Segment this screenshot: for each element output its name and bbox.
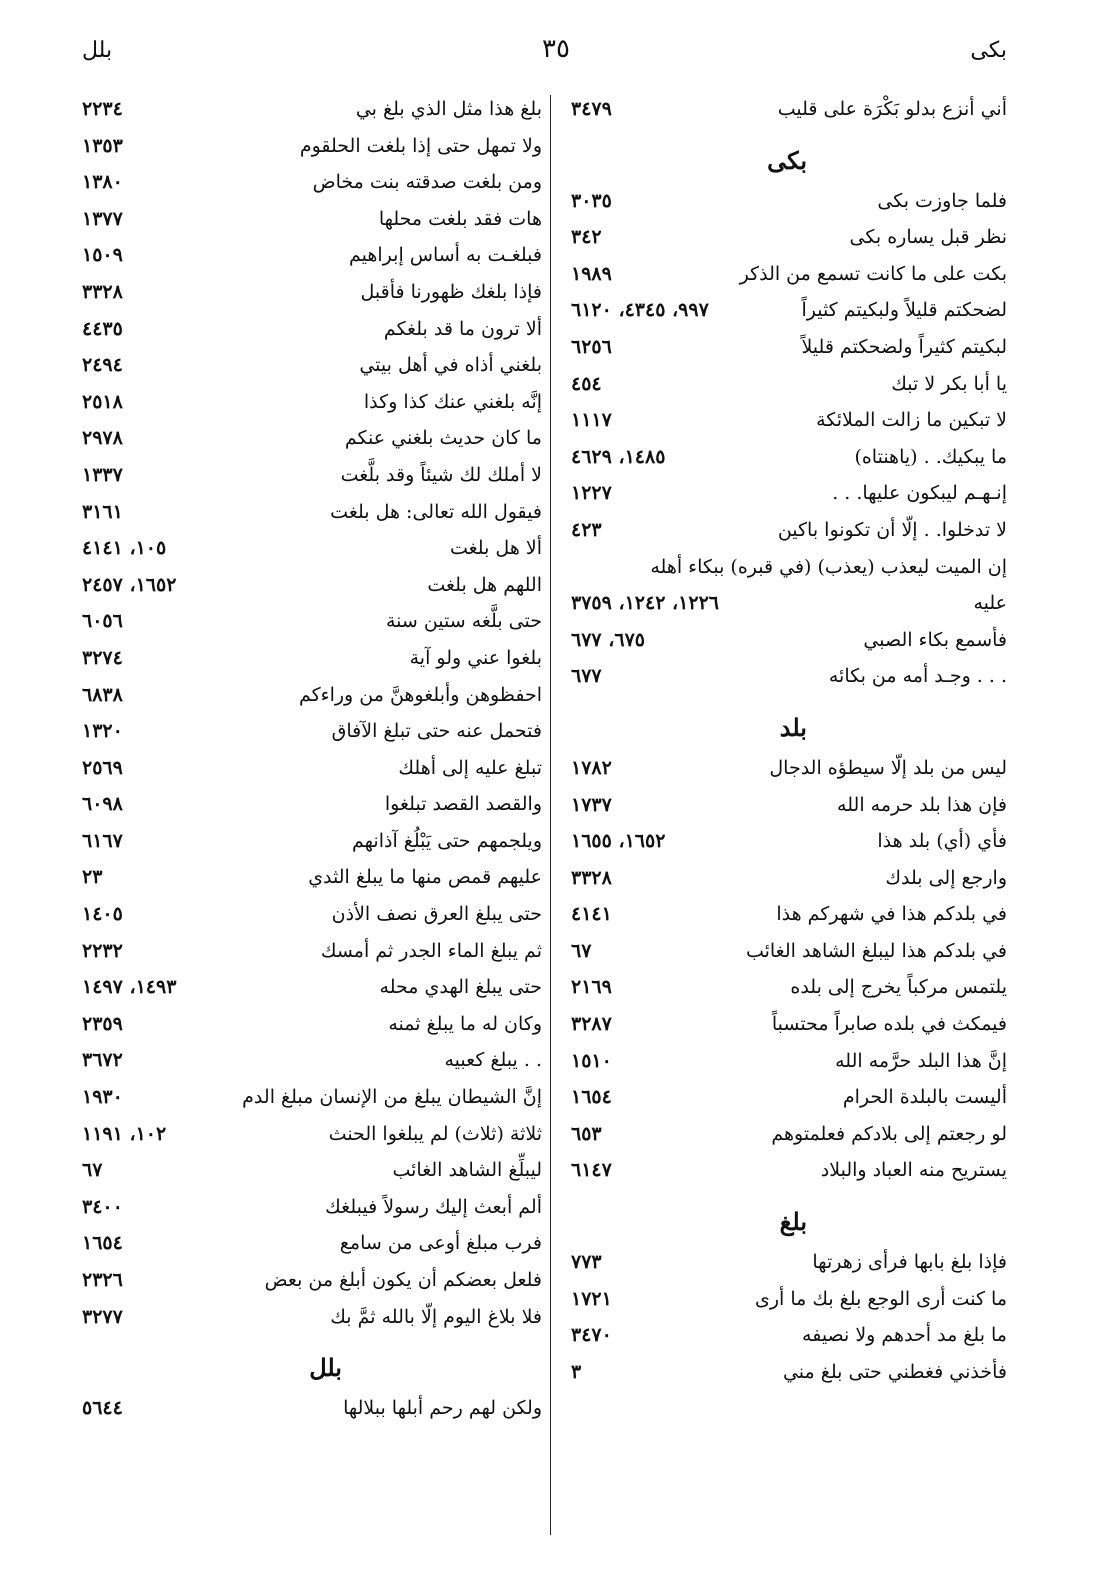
entry-phrase: ما كنت أرى الوجع بلغ بك ما أرى: [754, 1287, 1007, 1310]
index-entry: [571, 443, 1007, 480]
entry-phrase: بكت على ما كانت تسمع من الذكر: [739, 262, 1007, 285]
entry-hadith-numbers: ٢٣٥٩: [82, 1012, 123, 1035]
index-entry: [571, 260, 1007, 297]
entry-hadith-numbers: ٦٠٩٨: [82, 793, 123, 816]
entry-phrase: أني أنزع بدلو بَكْرَة على قليب: [777, 98, 1007, 120]
entry-phrase: . . . وجـد أمه من بكائه: [828, 665, 1007, 688]
entry-phrase: يا أبا بكر لا تبك: [891, 372, 1007, 395]
entry-hadith-numbers: ٧٧٣: [571, 1251, 602, 1274]
index-entry: [82, 241, 542, 278]
entry-hadith-numbers: ٣٠٣٥: [571, 189, 612, 212]
entry-phrase: هات فقد بلغت محلها: [378, 207, 542, 230]
index-entry: [571, 516, 1007, 553]
section-heading-text: بلد: [779, 712, 807, 742]
index-entry: [82, 388, 542, 425]
entry-hadith-numbers: ٤٢٣: [571, 518, 602, 541]
index-entry: [571, 589, 1007, 626]
index-entry: [571, 662, 1007, 699]
entry-phrase: إنَّ الشيطان يبلغ من الإنسان مبلغ الدم: [242, 1086, 542, 1109]
entry-hadith-numbers: ١٣٨٠: [82, 171, 123, 194]
index-entry: [82, 681, 542, 718]
entry-phrase: وكان له ما يبلغ ثمنه: [388, 1012, 542, 1035]
index-entry: [82, 351, 542, 388]
index-entry: [82, 790, 542, 827]
entry-phrase: فبلغـت به أساس إبراهيم: [349, 244, 542, 267]
index-entry: [571, 95, 1007, 132]
entry-hadith-numbers: ٦٧٧: [571, 665, 602, 688]
entry-hadith-numbers: ٣٤٧٩: [571, 98, 612, 120]
entry-hadith-numbers: ٣٢٧٧: [82, 1305, 123, 1328]
index-entry: [82, 1394, 542, 1431]
index-entry: [82, 863, 542, 900]
entry-hadith-numbers: ١٩٣٠: [82, 1086, 123, 1109]
entry-hadith-numbers: ٦٧: [571, 939, 592, 962]
index-entry: [571, 864, 1007, 901]
column-divider: [550, 95, 551, 1535]
left-column: [82, 95, 542, 1431]
entry-phrase: فإن هذا بلد حرمه الله: [837, 793, 1007, 816]
entry-phrase: ألا هل بلغت: [449, 537, 542, 560]
entry-phrase: ليبلِّغ الشاهد الغائب: [392, 1159, 542, 1182]
entry-phrase: ليس من بلد إلّا سيطؤه الدجال: [769, 756, 1007, 779]
index-entry: [571, 479, 1007, 516]
section-heading: [571, 699, 1007, 754]
entry-hadith-numbers: ١٦٥٢، ١٦٥٥: [571, 830, 666, 853]
index-entry: [571, 1285, 1007, 1322]
entry-phrase: ألا ترون ما قد بلغكم: [383, 317, 542, 340]
entry-hadith-numbers: ١٥٠٩: [82, 244, 123, 267]
entry-hadith-numbers: ١٣٢٠: [82, 720, 123, 743]
index-entry: [571, 900, 1007, 937]
index-entry: [82, 1229, 542, 1266]
entry-hadith-numbers: ٣٣٢٨: [571, 866, 612, 889]
entry-phrase: فأي (أي) بلد هذا: [877, 830, 1007, 853]
index-entry: [571, 296, 1007, 333]
index-entry: [82, 827, 542, 864]
entry-hadith-numbers: ١١١٧: [571, 409, 612, 432]
entry-phrase: فلما جاوزت بكى: [877, 189, 1007, 212]
index-entry: [82, 973, 542, 1010]
entry-phrase: حتى يبلغ العرق نصف الأذن: [331, 903, 542, 926]
entry-hadith-numbers: ٢٥١٨: [82, 390, 123, 413]
entry-hadith-numbers: ٣٢٨٧: [571, 1013, 612, 1036]
section-heading: [571, 1193, 1007, 1248]
index-entry: [571, 223, 1007, 260]
entry-hadith-numbers: ٢٤٩٤: [82, 354, 123, 377]
entry-hadith-numbers: ٤٤٣٥: [82, 317, 123, 340]
entry-phrase: فلا بلاغ اليوم إلّا بالله ثمَّ بك: [330, 1305, 542, 1328]
entry-phrase: لا تبكين ما زالت الملائكة: [816, 409, 1007, 432]
entry-phrase: فلعل بعضكم أن يكون أبلغ من بعض: [264, 1269, 542, 1291]
index-entry: [571, 626, 1007, 663]
entry-phrase: بلغ هذا مثل الذي بلغ بي: [355, 98, 542, 120]
entry-hadith-numbers: ٢٩٧٨: [82, 427, 123, 450]
entry-hadith-numbers: ٣٤٧٠: [571, 1324, 612, 1347]
entry-phrase: وارجع إلى بلدك: [885, 866, 1007, 889]
entry-hadith-numbers: ٦٠٥٦: [82, 610, 123, 633]
entry-phrase: حتى يبلغ الهدي محله: [379, 976, 542, 999]
entry-hadith-numbers: ١٦٥٤: [82, 1232, 123, 1255]
index-entry: [571, 1047, 1007, 1084]
entry-phrase: فيمكث في بلده صابراً محتسباً: [771, 1013, 1007, 1036]
entry-phrase: عليه: [973, 592, 1007, 615]
index-entry: [571, 827, 1007, 864]
entry-hadith-numbers: ٤١٤١: [571, 903, 612, 926]
entry-hadith-numbers: ٣٢٧٤: [82, 646, 123, 669]
entry-hadith-numbers: ٣٤٠٠: [82, 1195, 123, 1218]
entry-phrase: يستريح منه العباد والبلاد: [820, 1159, 1007, 1182]
entry-hadith-numbers: ١٦٥٤: [571, 1086, 612, 1109]
entry-phrase: في بلدكم هذا ليبلغ الشاهد الغائب: [745, 939, 1007, 962]
index-entry: [82, 95, 542, 132]
entry-phrase: يلتمس مركباً يخرج إلى بلده: [790, 976, 1007, 999]
entry-hadith-numbers: ١٩٨٩: [571, 262, 612, 285]
entry-phrase: احفظوهن وأبلغوهنَّ من وراءكم: [298, 683, 542, 706]
section-heading: [571, 132, 1007, 187]
entry-phrase: ألم أبعث إليك رسولاً فيبلغك: [325, 1195, 542, 1218]
entry-phrase: فإذا بلغ بابها فرأى زهرتها: [812, 1251, 1007, 1274]
entry-phrase: ولا تمهل حتى إذا بلغت الحلقوم: [299, 134, 542, 157]
entry-phrase: فتحمل عنه حتى تبلغ الآفاق: [331, 720, 542, 743]
entry-phrase: فرب مبلغ أوعى من سامع: [339, 1232, 542, 1255]
index-entry: [82, 168, 542, 205]
entry-phrase: فيقول الله تعالى: هل بلغت: [330, 500, 542, 523]
entry-hadith-numbers: ٦٢٥٦: [571, 335, 612, 358]
entry-hadith-numbers: ٢٢٣٤: [82, 98, 123, 120]
running-head-left: بلل: [82, 38, 113, 63]
entry-hadith-numbers: ٦٨٣٨: [82, 683, 123, 706]
entry-hadith-numbers: ٢١٦٩: [571, 976, 612, 999]
index-entry: [571, 333, 1007, 370]
entry-phrase: تبلغ عليه إلى أهلك: [398, 756, 542, 779]
index-entry: [82, 315, 542, 352]
index-entry: [82, 571, 542, 608]
index-entry: [571, 553, 1007, 590]
entry-hadith-numbers: ٢٣: [82, 866, 103, 889]
right-column: [571, 95, 1007, 1394]
section-heading: [82, 1339, 542, 1394]
index-entry: [571, 973, 1007, 1010]
index-entry: [571, 1083, 1007, 1120]
index-entry: [571, 370, 1007, 407]
entry-hadith-numbers: ١٢٢٦، ١٢٤٢، ٣٧٥٩: [571, 592, 719, 615]
index-entry: [571, 791, 1007, 828]
section-heading-text: بكى: [767, 145, 807, 175]
index-entry: [82, 534, 542, 571]
index-entry: [571, 1156, 1007, 1193]
entry-hadith-numbers: ٩٩٧، ٤٣٤٥، ٦١٢٠: [571, 299, 709, 322]
index-entry: [82, 1046, 542, 1083]
entry-hadith-numbers: ١٦٥٢، ٢٤٥٧: [82, 573, 177, 596]
index-entry: [82, 498, 542, 535]
entry-phrase: إن الميت ليعذب (يعذب) (في قبره) ببكاء أهله: [650, 555, 1007, 578]
index-entry: [571, 937, 1007, 974]
index-entry: [82, 1303, 542, 1340]
entry-phrase: نظر قبل يساره بكى: [849, 226, 1007, 249]
index-entry: [82, 278, 542, 315]
entry-hadith-numbers: ١٠٢، ١١٩١: [82, 1122, 167, 1145]
entry-phrase: إنـهـم ليبكون عليها. . .: [832, 482, 1007, 505]
index-entry: [82, 1120, 542, 1157]
entry-hadith-numbers: ٤٥٤: [571, 372, 602, 395]
index-entry: [571, 1248, 1007, 1285]
index-entry: [82, 461, 542, 498]
entry-hadith-numbers: ٣: [571, 1360, 582, 1383]
entry-hadith-numbers: ٦٧٥، ٦٧٧: [571, 628, 645, 651]
index-entry: [571, 1010, 1007, 1047]
index-entry: [571, 1358, 1007, 1395]
entry-hadith-numbers: ٢٣٢٦: [82, 1269, 123, 1291]
index-entry: [571, 754, 1007, 791]
entry-hadith-numbers: ١٠٥، ٤١٤١: [82, 537, 167, 560]
entry-phrase: ولكن لهم رحم أبلها ببلالها: [343, 1397, 542, 1420]
entry-phrase: ما كان حديث بلغني عنكم: [344, 427, 542, 450]
index-entry: [82, 1156, 542, 1193]
entry-phrase: ومن بلغت صدقته بنت مخاض: [312, 171, 542, 194]
index-entry: [82, 205, 542, 242]
entry-phrase: في بلدكم هذا في شهركم هذا: [776, 903, 1007, 926]
index-entry: [571, 187, 1007, 224]
entry-phrase: ثلاثة (ثلاث) لم يبلغوا الحنث: [328, 1122, 542, 1145]
entry-phrase: فأسمع بكاء الصبي: [863, 628, 1007, 651]
page-number: ٣٥: [542, 34, 570, 64]
entry-hadith-numbers: ٣٦٧٢: [82, 1049, 123, 1072]
entry-hadith-numbers: ٣٣٢٨: [82, 280, 123, 303]
index-entry: [571, 1321, 1007, 1358]
entry-phrase: عليهم قمص منها ما يبلغ الثدي: [308, 866, 542, 889]
index-entry: [82, 607, 542, 644]
index-entry: [82, 132, 542, 169]
entry-phrase: إنَّه بلغني عنك كذا وكذا: [363, 390, 542, 413]
entry-phrase: فأخذني فغطني حتى بلغ مني: [782, 1360, 1007, 1383]
entry-hadith-numbers: ٢٥٦٩: [82, 756, 123, 779]
entry-phrase: بلغني أذاه في أهل بيتي: [359, 354, 542, 377]
index-entry: [82, 644, 542, 681]
index-entry: [571, 1120, 1007, 1157]
entry-hadith-numbers: ٦٧: [82, 1159, 103, 1182]
section-heading-text: بلل: [309, 1353, 342, 1383]
entry-hadith-numbers: ٦١٦٧: [82, 829, 123, 852]
entry-phrase: ثم يبلغ الماء الجدر ثم أمسك: [320, 939, 542, 962]
entry-hadith-numbers: ١٣٧٧: [82, 207, 123, 230]
index-entry: [82, 937, 542, 974]
index-entry: [82, 717, 542, 754]
index-entry: [82, 1010, 542, 1047]
entry-phrase: بلغوا عني ولو آية: [409, 646, 542, 669]
entry-phrase: ويلجمهم حتى يَبْلُغ آذانهم: [352, 829, 542, 852]
entry-phrase: إنَّ هذا البلد حرَّمه الله: [835, 1049, 1007, 1072]
entry-phrase: ما يبكيك. . (ياهنتاه): [854, 445, 1007, 468]
index-entry: [82, 754, 542, 791]
entry-hadith-numbers: ١٣٥٣: [82, 134, 123, 157]
entry-hadith-numbers: ١٥١٠: [571, 1049, 612, 1072]
entry-phrase: والقصد القصد تبلغوا: [384, 793, 542, 816]
section-heading-text: بلغ: [779, 1207, 807, 1237]
entry-phrase: أليست بالبلدة الحرام: [842, 1086, 1007, 1109]
entry-phrase: حتى بلَّغه ستين سنة: [385, 610, 542, 633]
entry-hadith-numbers: ١٣٣٧: [82, 463, 123, 486]
entry-hadith-numbers: ٣١٦١: [82, 500, 123, 523]
index-entry: [82, 900, 542, 937]
entry-hadith-numbers: ١٧٣٧: [571, 793, 612, 816]
entry-hadith-numbers: ٦٥٣: [571, 1122, 602, 1145]
entry-phrase: لا أملك لك شيئاً وقد بلَّغت: [340, 463, 542, 486]
entry-phrase: فإذا بلغك ظهورنا فأقبل: [360, 280, 542, 303]
index-entry: [571, 406, 1007, 443]
entry-hadith-numbers: ١٧٨٢: [571, 756, 612, 779]
entry-phrase: لبكيتم كثيراً ولضحكتم قليلاً: [801, 335, 1007, 358]
entry-hadith-numbers: ١٢٢٧: [571, 482, 612, 505]
index-entry: [82, 1083, 542, 1120]
entry-phrase: . . يبلغ كعبيه: [444, 1049, 542, 1072]
entry-phrase: لضحكتم قليلاً ولبكيتم كثيراً: [801, 299, 1007, 322]
entry-hadith-numbers: ١٤٨٥، ٤٦٢٩: [571, 445, 666, 468]
index-entry: [82, 424, 542, 461]
index-entry: [82, 1193, 542, 1230]
entry-hadith-numbers: ١٤٩٣، ١٤٩٧: [82, 976, 177, 999]
entry-phrase: لو رجعتم إلى بلادكم فعلمتوهم: [771, 1122, 1007, 1145]
entry-hadith-numbers: ١٤٠٥: [82, 903, 123, 926]
entry-phrase: اللهم هل بلغت: [427, 573, 542, 596]
entry-hadith-numbers: ٦١٤٧: [571, 1159, 612, 1182]
entry-phrase: لا تدخلوا. . إلّا أن تكونوا باكين: [777, 518, 1007, 541]
entry-hadith-numbers: ٢٢٣٢: [82, 939, 123, 962]
entry-phrase: ما بلغ مد أحدهم ولا نصيفه: [802, 1324, 1007, 1347]
entry-hadith-numbers: ١٧٢١: [571, 1287, 612, 1310]
entry-hadith-numbers: ٥٦٤٤: [82, 1397, 123, 1420]
index-entry: [82, 1266, 542, 1303]
entry-hadith-numbers: ٣٤٢: [571, 226, 602, 249]
running-head-right: بكى: [970, 38, 1007, 63]
